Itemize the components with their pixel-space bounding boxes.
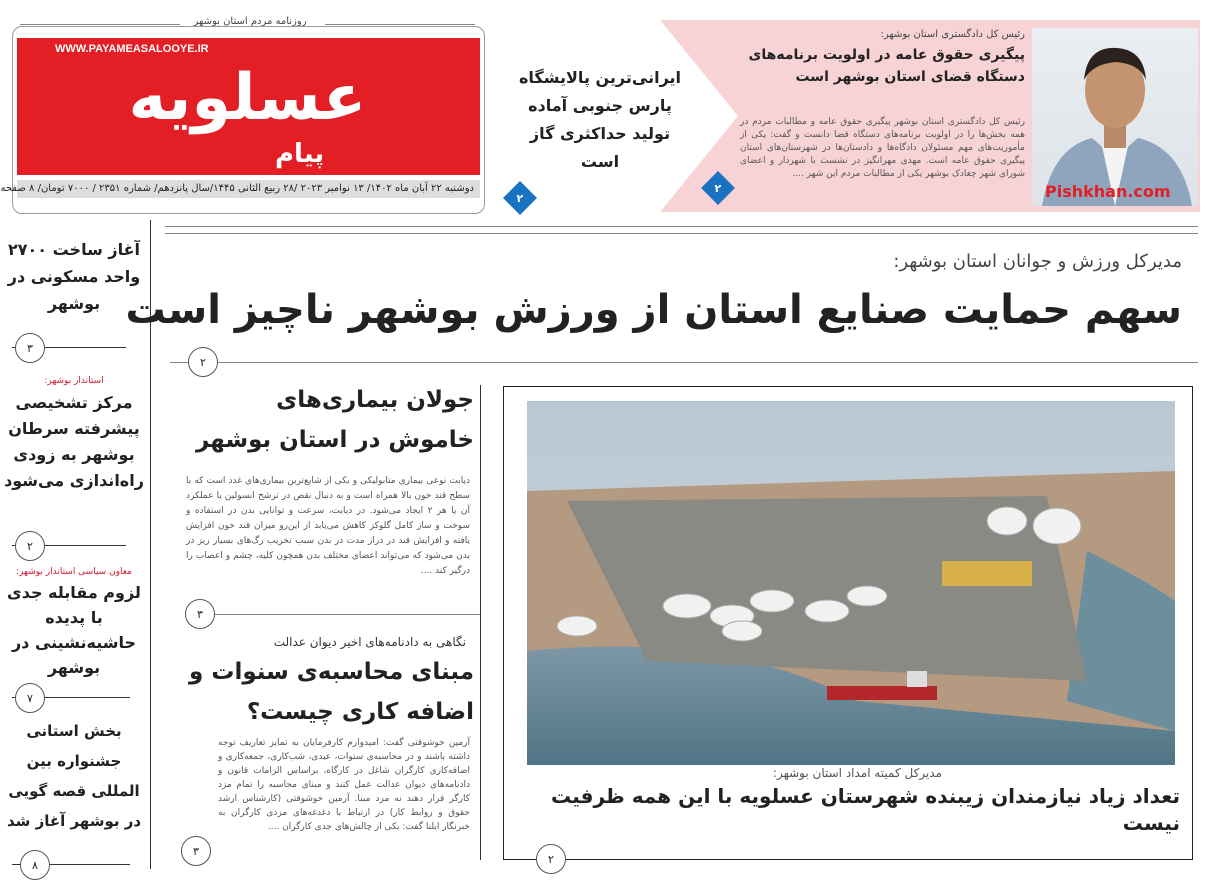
wages-headline[interactable]: مبنای محاسبه‌ی سنوات و اضافه کاری چیست؟	[189, 659, 474, 725]
divider	[186, 614, 480, 615]
page-number: ۲	[536, 844, 566, 874]
dateline: دوشنبه ۲۲ آبان ماه ۱۴۰۲/ ۱۳ نوامبر ۲۰۲۳ /۲۸ ربیع الثانی ۱۴۴۵/سال پانزدهم/ شماره ۲۳۵۱ / ۷۰۰۰ تومان/ ۸ صفحه	[17, 180, 480, 198]
main-headline[interactable]: سهم حمایت صنایع استان از ورزش بوشهر ناچیز است	[125, 287, 1182, 333]
masthead-website[interactable]: WWW.PAYAMEASALOOYE.IR	[55, 43, 209, 55]
sidebar-headline[interactable]: مرکز تشخیصی پیشرفته سرطان بوشهر به زودی راه‌اندازی می‌شود	[4, 393, 144, 490]
page-number: ۳	[15, 333, 45, 363]
sidebar-headline[interactable]: بخش استانی جشنواره بین المللی قصه گویی در بوشهر آغاز شد	[6, 722, 142, 830]
wages-body: آرمین خوشوقتی گفت: امیدوارم کارفرمایان به تمایز تعاریف توجه داشته باشند و در محاسبه‌ی سنوات، عیدی، شب‌کاری، جمعه‌کاری و اضافه‌کاری کارگران شاغل در کارگاه، براساس الزامات قانون و دادنامه‌های دیوان عدالت عمل کنند و مبنای محاسبه را تمام مزد کارگر قرار دهند نه مزد مبنا. آرمین خوشوقتی (کارشناس ارشد حقوق و روابط کار) در ارتباط با دغدغه‌های مزدی کارگران به خبرنگار ایلنا گفت: یکی از چالش‌های جدی کارگران ....	[218, 738, 470, 832]
page-number: ۳	[181, 836, 211, 866]
column-rule	[480, 385, 481, 860]
logo-wordmark: عسلویه	[128, 61, 367, 135]
main-kicker: مدیرکل ورزش و جوانان استان بوشهر:	[893, 251, 1182, 272]
page-number: ۷	[15, 683, 45, 713]
masthead-tagline: روزنامه مردم استان بوشهر	[193, 16, 307, 27]
page-number: ۲	[188, 347, 218, 377]
sidebar-headline[interactable]: آغاز ساخت ۲۷۰۰ واحد مسکونی در بوشهر	[7, 240, 141, 313]
photo-story-kicker: مدیرکل کمیته امداد استان بوشهر:	[772, 766, 942, 780]
wages-kicker: نگاهی به دادنامه‌های اخیر دیوان عدالت	[273, 635, 466, 649]
photo-story-headline[interactable]: تعداد زیاد نیازمندان زیبنده شهرستان عسلویه با این همه ظرفیت نیست	[551, 784, 1180, 835]
page-number: ۳	[185, 599, 215, 629]
sidebar-headline[interactable]: لزوم مقابله جدی با پدیده حاشیه‌نشینی در بوشهر	[7, 583, 141, 677]
diabetes-body: دیابت نوعی بیماری متابولیکی و یکی از شایع‌ترین بیماری‌های غدد است که با سطح قند خون بالا همراه است و به دنبال نقص در ترشح انسولین یا عملکرد آن یا هر ۲ ایجاد می‌شود. در دیابت، سرعت و توانایی بدن در استفاده و سوخت و ساز کامل گلوکز کاهش می‌یابد از این‌رو میزان قند خون افزایش یافته و افزایش قند در دراز مدت در بدن سبب تخریب رگ‌های بسیار ریز در بدن می‌شود که می‌تواند اعضای مختلف بدن همچون کلیه، چشم و اعصاب را درگیر کند ....	[186, 476, 470, 576]
page-badge: ۲	[701, 171, 735, 205]
sidebar-kicker: استاندار بوشهر:	[44, 376, 104, 386]
page-number: ۲	[15, 531, 45, 561]
divider	[20, 24, 180, 25]
divider	[325, 24, 475, 25]
page-number: ۸	[20, 850, 50, 880]
portrait-photo	[1032, 28, 1198, 206]
page-badge: ۲	[503, 181, 537, 215]
featured-headline[interactable]: پیگیری حقوق عامه در اولویت برنامه‌های دستگاه قضای استان بوشهر است	[748, 47, 1025, 85]
diabetes-headline[interactable]: جولان بیماری‌های خاموش در استان بوشهر	[196, 387, 474, 453]
divider	[165, 226, 1198, 227]
divider	[165, 233, 1198, 234]
featured-kicker: رئیس کل دادگستری استان بوشهر:	[880, 29, 1025, 40]
divider	[170, 362, 1198, 363]
logo-prefix: پیام	[275, 139, 325, 169]
watermark-logo: Pishkhan.com	[1045, 182, 1171, 201]
sidebar-kicker: معاون سیاسی استاندار بوشهر:	[16, 567, 132, 577]
featured-body: رئیس کل دادگستری استان بوشهر پیگیری حقوق عامه و مطالبات مردم در همه بخش‌ها را در اولویت برنامه‌های دستگاه قضا دانست و گفت: یکی از مأموریت‌های مهم مسئولان دادگاه‌ها و دادستان‌ها در شهرستان‌های استان پیگیری حقوق عامه است. مهدی مهرانگیز در نشست با شهردار و اعضای شورای شهر چغادک بوشهر یکی از مطالبات مردم این شهر ....	[740, 117, 1025, 179]
teaser-headline[interactable]: ایرانی‌ترین پالایشگاه پارس جنوبی آماده تولید حداکثری گاز است	[518, 68, 682, 171]
refinery-photo	[527, 401, 1175, 761]
